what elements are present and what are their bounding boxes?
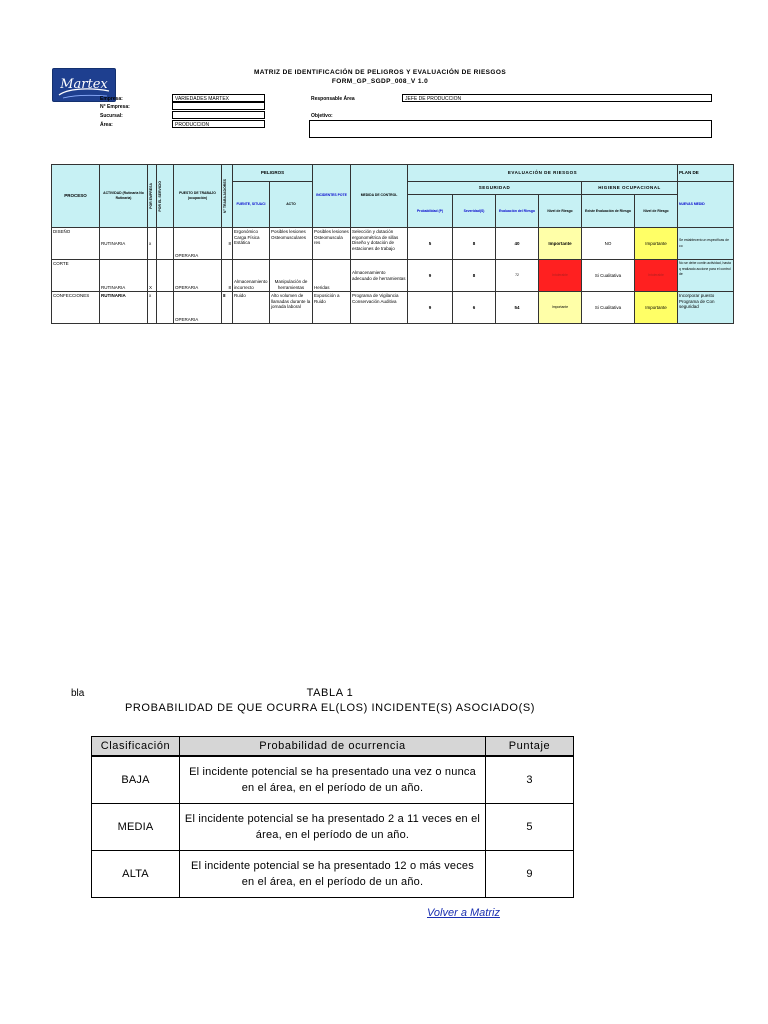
cell-nivel-riesgo-higiene: Importante: [635, 292, 678, 324]
table-row: [52, 228, 734, 260]
num-empresa-field[interactable]: [172, 102, 265, 110]
document-title: [190, 68, 570, 86]
tabla1-title: TABLA 1: [306, 687, 354, 699]
cell-incidentes: Exposición a Ruido: [313, 292, 351, 324]
cell-eval-riesgo: 54: [496, 292, 539, 324]
cell-puesto: OPERARIA: [174, 228, 222, 260]
cell-probabilidad: 9: [408, 292, 453, 324]
cell-trabajadores: 8: [222, 292, 233, 324]
cell-incidentes: Heridas: [313, 260, 351, 292]
probability-table-header: [92, 737, 574, 757]
cell-nuevas-medidas: No se debe contin actividad, hasta q realizado accione para el control de: [678, 260, 734, 292]
prob-header-puntaje: Puntaje: [486, 737, 574, 757]
header-trabajadores-text: N° TRABAJADORES: [223, 178, 227, 214]
area-field[interactable]: PRODUCCION: [172, 120, 265, 128]
table-row: [52, 260, 734, 292]
cell-existe-eval: Si Cualitativa: [582, 260, 635, 292]
cell-acto: Posibles lesiones Osteomusculares: [270, 228, 313, 260]
cell-nivel-riesgo-higiene: Intolerable: [635, 260, 678, 292]
header-puesto: PUESTO DE TRABAJO (ocupación): [174, 165, 222, 228]
cell-actividad: RUTINARIA: [100, 228, 148, 260]
header-severidad: Severidad(S): [453, 195, 496, 228]
table-row: [52, 292, 734, 324]
cell-existe-eval: NO: [582, 228, 635, 260]
objetivo-field[interactable]: [309, 120, 712, 138]
bla-text: bla: [71, 688, 85, 699]
header-incidentes: INCIDENTES POTE: [313, 165, 351, 228]
risk-matrix-table: [51, 164, 734, 324]
header-medida: MEDIDA DE CONTROL: [351, 165, 408, 228]
header-acto: ACTO: [270, 182, 313, 228]
prob-header-clasificacion: Clasificación: [92, 737, 180, 757]
probability-table: [91, 736, 574, 898]
header-evaluacion: EVALUACIÓN DE RIESGOS: [408, 165, 678, 182]
prob-puntaje: 9: [486, 851, 574, 898]
header-fuente: FUENTE, SITUACI: [233, 182, 270, 228]
header-nuevas-medidas: NUEVAS MEDID: [678, 182, 734, 228]
cell-proceso: CORTE: [52, 260, 100, 292]
tabla1-heading: [100, 686, 560, 716]
cell-medida: Selección y dotación ergonométrica de sillas Diseño y dotación de estaciones de trabajo: [351, 228, 408, 260]
document-title-line1: MATRIZ DE IDENTIFICACIÓN DE PELIGROS Y EVALUACIÓN DE RIESGOS: [253, 69, 507, 76]
empresa-field[interactable]: VARIEDADES MARTEX: [172, 94, 265, 102]
header-por-empresa-text: POR EMPRESA: [149, 183, 153, 209]
header-por-servicio-text: POR EL SERVICIO: [158, 180, 162, 212]
cell-severidad: 6: [453, 292, 496, 324]
header-plan: PLAN DE: [678, 165, 734, 182]
cell-trabajadores: 8: [222, 260, 233, 292]
cell-nivel-riesgo-higiene: Importante: [635, 228, 678, 260]
cell-proceso: CONFECCIONES: [52, 292, 100, 324]
sucursal-label: Sucursal:: [100, 113, 123, 119]
cell-nivel-riesgo: Intolerable: [539, 260, 582, 292]
table-row: [92, 756, 574, 804]
document-form-code: FORM_GP_SGDP_008_V 1.0: [331, 78, 429, 85]
num-empresa-label: N° Empresa:: [100, 104, 130, 110]
cell-medida: Almacenamiento adecuado de herramientas: [351, 260, 408, 292]
cell-acto: Manipulación de herramientas: [270, 260, 313, 292]
header-nivel-riesgo: Nivel de Riesgo: [539, 195, 582, 228]
cell-puesto: OPERARIA: [174, 292, 222, 324]
header-actividad: ACTIVIDAD (Rutinaria No Rutinaria): [100, 165, 148, 228]
cell-acto: Alto volumen de llamadas durante la jornada laboral: [270, 292, 313, 324]
cell-fuente: Almacenamiento incorrecto: [233, 260, 270, 292]
cell-actividad: RUTINARIA: [100, 260, 148, 292]
table-row: [92, 804, 574, 851]
cell-fuente: Ruido: [233, 292, 270, 324]
volver-a-matriz-link[interactable]: Volver a Matriz: [427, 907, 500, 919]
cell-proceso: DISEÑO: [52, 228, 100, 260]
cell-eval-riesgo: 72: [496, 260, 539, 292]
prob-puntaje: 5: [486, 804, 574, 851]
area-label: Área:: [100, 122, 113, 128]
prob-clasificacion: ALTA: [92, 851, 180, 898]
cell-existe-eval: Si Cualitativa: [582, 292, 635, 324]
prob-clasificacion: BAJA: [92, 756, 180, 804]
header-por-empresa: [148, 165, 157, 228]
cell-eval-riesgo: 40: [496, 228, 539, 260]
header-eval-riesgo: Evaluación del Riesgo: [496, 195, 539, 228]
cell-fuente: Ergonómico Carga Física Estática: [233, 228, 270, 260]
objetivo-label: Objetivo:: [311, 113, 333, 119]
table-row: [92, 851, 574, 898]
cell-por-servicio: [157, 292, 174, 324]
responsable-label: Responsable Área: [311, 96, 355, 102]
prob-descripcion: El incidente potencial se ha presentado una vez o nunca en el área, en el período de un año.: [180, 756, 486, 804]
cell-por-servicio: [157, 228, 174, 260]
header-trabajadores: [222, 165, 233, 228]
cell-nivel-riesgo: Importante: [539, 292, 582, 324]
prob-descripcion: El incidente potencial se ha presentado 2 a 11 veces en el área, en el período de un año.: [180, 804, 486, 851]
cell-por-empresa: x: [148, 292, 157, 324]
cell-actividad: RUTINARIA: [100, 292, 148, 324]
header-seguridad: SEGURIDAD: [408, 182, 582, 195]
header-probabilidad: Probabilidad (P): [408, 195, 453, 228]
cell-medida: Programa de Vigilancia Conservación Auditiva: [351, 292, 408, 324]
prob-descripcion: El incidente potencial se ha presentado 12 o más veces en el área, en el período de un año.: [180, 851, 486, 898]
header-higiene: HIGIENE OCUPACIONAL: [582, 182, 678, 195]
header-peligros: PELIGROS: [233, 165, 313, 182]
cell-probabilidad: 5: [408, 228, 453, 260]
cell-puesto: OPERARIA: [174, 260, 222, 292]
logo-text: Martex: [60, 77, 108, 92]
cell-por-empresa: x: [148, 228, 157, 260]
cell-severidad: 8: [453, 260, 496, 292]
cell-trabajadores: 8: [222, 228, 233, 260]
cell-por-empresa: X: [148, 260, 157, 292]
cell-nivel-riesgo: Importante: [539, 228, 582, 260]
sucursal-field[interactable]: [172, 111, 265, 119]
prob-puntaje: 3: [486, 756, 574, 804]
cell-nuevas-medidas: Incorporar puesto Programa de Con seguridad: [678, 292, 734, 324]
cell-por-servicio: [157, 260, 174, 292]
prob-clasificacion: MEDIA: [92, 804, 180, 851]
cell-nuevas-medidas: Se establecerá un específicas de co: [678, 228, 734, 260]
tabla1-subtitle: PROBABILIDAD DE QUE OCURRA EL(LOS) INCIDENTE(S) ASOCIADO(S): [124, 702, 536, 714]
header-nivel-riesgo-higiene: Nivel de Riesgo: [635, 195, 678, 228]
cell-probabilidad: 9: [408, 260, 453, 292]
header-proceso: PROCESO: [52, 165, 100, 228]
cell-incidentes: Posibles lesiones Osteomuscula res: [313, 228, 351, 260]
responsable-field[interactable]: JEFE DE PRODUCCION: [402, 94, 712, 102]
prob-header-probabilidad: Probabilidad de ocurrencia: [180, 737, 486, 757]
cell-severidad: 8: [453, 228, 496, 260]
empresa-label: Empresa:: [100, 96, 123, 102]
header-existe-eval: Existe Evaluación de Riesgo: [582, 195, 635, 228]
header-por-servicio: [157, 165, 174, 228]
